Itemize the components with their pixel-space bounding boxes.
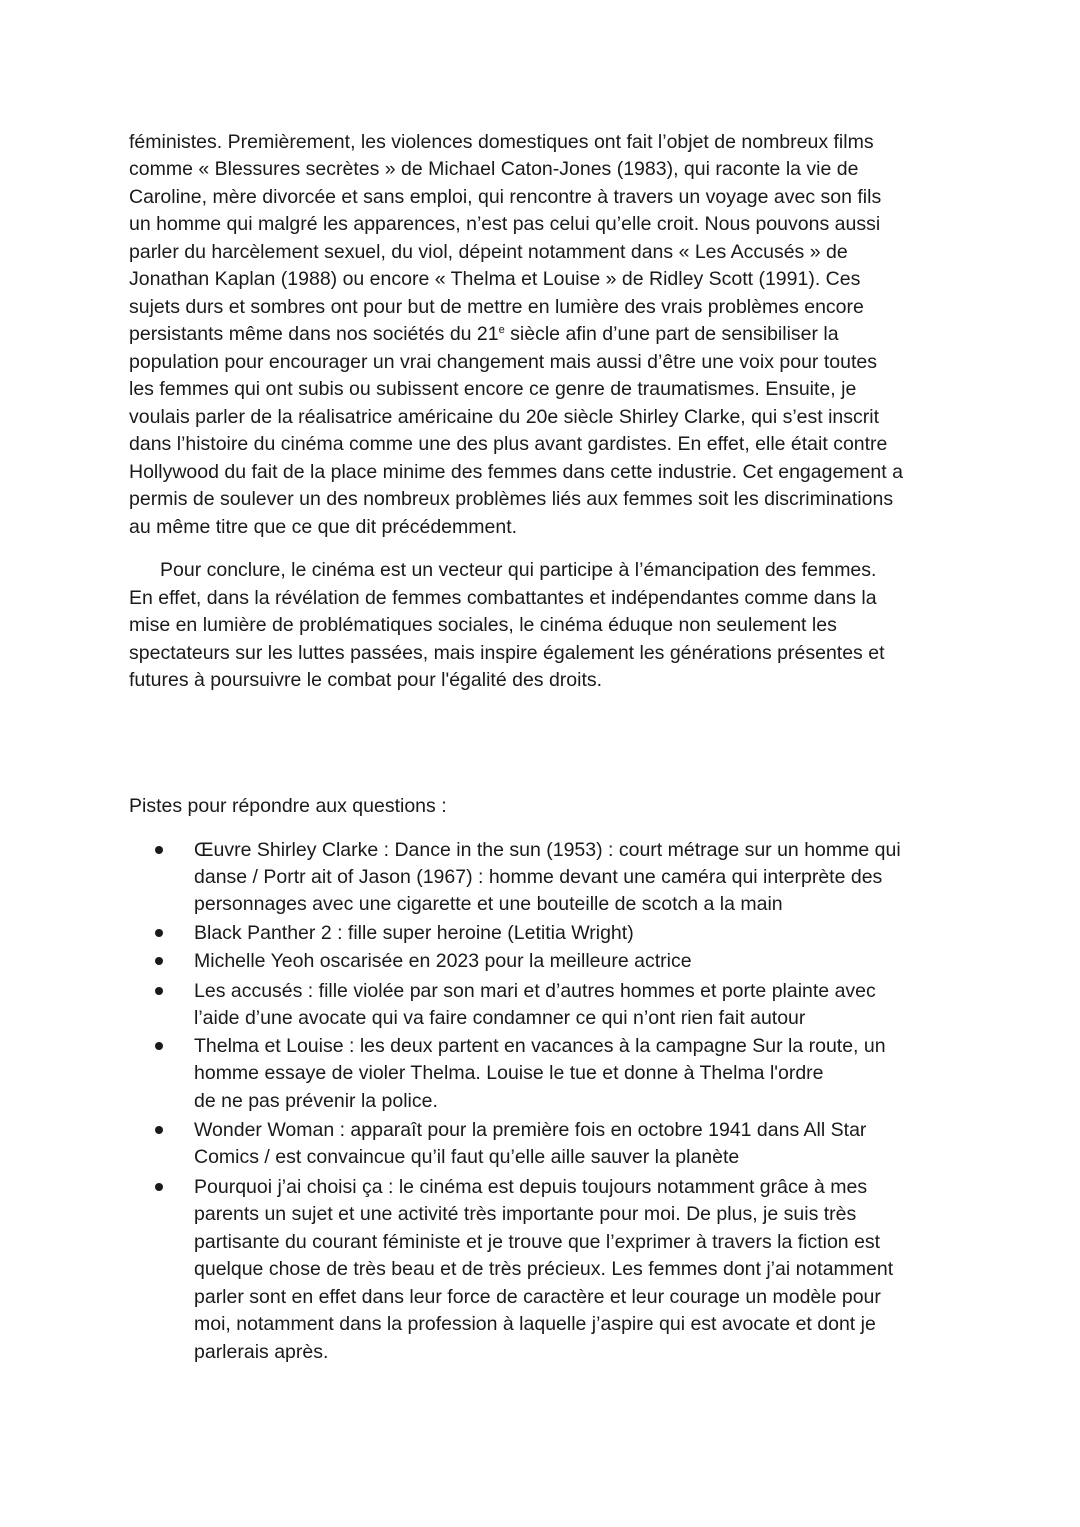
p1-line-13: Hollywood du fait de la place minime des femmes dans cette industrie. Cet engagement a (129, 461, 903, 483)
note-7-line-3: partisante du courant féministe et je trouve que l’exprimer à travers la fiction est (194, 1231, 881, 1253)
p2-line-2: En effet, dans la révélation de femmes combattantes et indépendantes comme dans la (129, 587, 877, 609)
note-1-line-2: danse / Portr ait of Jason (1967) : homme devant une caméra qui interprète des (194, 866, 883, 888)
p1-line-12: dans l’histoire du cinéma comme une des plus avant gardistes. En effet, elle était contre (129, 433, 888, 455)
note-6-line-2: Comics / est convaincue qu’il faut qu’elle aille sauver la planète (194, 1146, 740, 1168)
note-7-line-4: quelque chose de très beau et de très précieux. Les femmes dont j’ai notamment (194, 1258, 894, 1280)
p1-line-15: au même titre que ce que dit précédemment. (129, 516, 518, 538)
p2-line-1: Pour conclure, le cinéma est un vecteur qui participe à l’émancipation des femmes. (160, 559, 877, 581)
note-1-line-1: Œuvre Shirley Clarke : Dance in the sun (1953) : court métrage sur un homme qui (194, 839, 901, 861)
p1-line-6: Jonathan Kaplan (1988) ou encore « Thelma et Louise » de Ridley Scott (1991). Ces (129, 268, 861, 290)
p1-line-3: Caroline, mère divorcée et sans emploi, qui rencontre à travers un voyage avec son fils (129, 186, 882, 208)
p2-line-3: mise en lumière de problématiques sociales, le cinéma éduque non seulement les (129, 614, 837, 636)
bullet-icon (155, 987, 163, 995)
p1-line-14: permis de soulever un des nombreux problèmes liés aux femmes soit les discriminations (129, 488, 894, 510)
bullet-icon (155, 957, 163, 965)
p1-line-8 (129, 321, 839, 348)
p1-line-2: comme « Blessures secrètes » de Michael Caton-Jones (1983), qui raconte la vie de (129, 158, 859, 180)
bullet-icon (155, 1126, 163, 1134)
p1-line-8-head: persistants même dans nos sociétés du 21 (129, 323, 499, 345)
bullet-icon (155, 1183, 163, 1191)
note-3-line-1: Michelle Yeoh oscarisée en 2023 pour la meilleure actrice (194, 950, 692, 972)
note-5-line-3: de ne pas prévenir la police. (194, 1090, 438, 1112)
note-7-line-1: Pourquoi j’ai choisi ça : le cinéma est depuis toujours notamment grâce à mes (194, 1176, 868, 1198)
p1-line-8-tail: siècle afin d’une part de sensibiliser la (504, 323, 839, 345)
p2-line-5: futures à poursuivre le combat pour l'égalité des droits. (129, 669, 603, 691)
p1-line-11: voulais parler de la réalisatrice américaine du 20e siècle Shirley Clarke, qui s’est inscrit (129, 406, 879, 428)
p1-line-10: les femmes qui ont subis ou subissent encore ce genre de traumatismes. Ensuite, je (129, 378, 857, 400)
bullet-icon (155, 1042, 163, 1050)
p1-line-1: féministes. Premièrement, les violences domestiques ont fait l’objet de nombreux films (129, 131, 874, 153)
note-7-line-6: moi, notamment dans la profession à laquelle j’aspire qui est avocate et dont je (194, 1313, 876, 1335)
note-6-line-1: Wonder Woman : apparaît pour la première fois en octobre 1941 dans All Star (194, 1119, 867, 1141)
bullet-icon (155, 846, 163, 854)
note-4-line-2: l’aide d’une avocate qui va faire condamner ce qui n’ont rien fait autour (194, 1007, 806, 1029)
p1-line-5: parler du harcèlement sexuel, du viol, dépeint notamment dans « Les Accusés » de (129, 241, 848, 263)
notes-heading: Pistes pour répondre aux questions : (129, 795, 447, 817)
p2-line-4: spectateurs sur les luttes passées, mais inspire également les générations présentes et (129, 642, 885, 664)
note-5-line-2: homme essaye de violer Thelma. Louise le tue et donne à Thelma l'ordre (194, 1062, 824, 1084)
note-7-line-5: parler sont en effet dans leur force de caractère et leur courage un modèle pour (194, 1286, 881, 1308)
note-5-line-1: Thelma et Louise : les deux partent en vacances à la campagne Sur la route, un (194, 1035, 886, 1057)
p1-line-4: un homme qui malgré les apparences, n’est pas celui qu’elle croit. Nous pouvons aussi (129, 213, 881, 235)
note-4-line-1: Les accusés : fille violée par son mari et d’autres hommes et porte plainte avec (194, 980, 876, 1002)
note-2-line-1: Black Panther 2 : fille super heroine (Letitia Wright) (194, 922, 634, 944)
note-1-line-3: personnages avec une cigarette et une bouteille de scotch a la main (194, 893, 783, 915)
p1-line-7: sujets durs et sombres ont pour but de mettre en lumière des vrais problèmes encore (129, 296, 864, 318)
note-7-line-7: parlerais après. (194, 1341, 329, 1363)
note-7-line-2: parents un sujet et une activité très importante pour moi. De plus, je suis très (194, 1203, 857, 1225)
bullet-icon (155, 929, 163, 937)
p1-line-9: population pour encourager un vrai changement mais aussi d’être une voix pour toutes (129, 351, 877, 373)
p1-line-8-sup: e (498, 324, 505, 336)
